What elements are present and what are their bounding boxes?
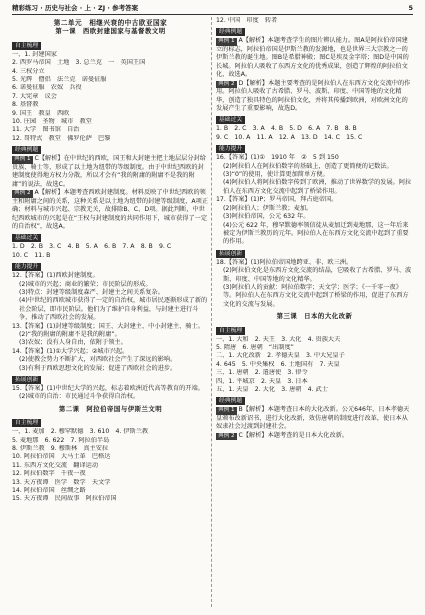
list-item: 11. 大学 图书馆 自治 (12, 126, 80, 134)
list-item: 4. 645 5. 中央集权 6. 土地国有 7. 天皇 (216, 360, 340, 368)
example-text: C【解析】在中世纪的西欧，国王和大封建主把土地层层分封给贵族、骑士等，形成了以土地为纽带的等级制度。由于中世纪西欧的封建制度使得地方权力分散，所以才会有“我的附庸的附庸不是我的附庸”的说法，故选C。 (12, 155, 206, 188)
section-label: 基础过关 (12, 234, 41, 242)
section-label: 经典例题 (216, 28, 245, 36)
list-item: 11. 东西方文化交流 翻译运动 (12, 461, 99, 469)
list-item: 12. 阿拉伯数字 千夜一夜 (12, 470, 86, 478)
list-item: 12. 哥特式 教堂 佛罗伦萨 巴黎 (12, 134, 111, 142)
section-label: 经典例题 (12, 146, 41, 154)
answer-line: 16.【答案】(1)① 1910 年 ② 5 到 150 (216, 154, 339, 162)
right-column (216, 17, 413, 611)
example-tag: 典例 2 (218, 432, 235, 439)
section-label: 经典例题 (216, 397, 245, 405)
answer-line: (3)阿拉伯人的贡献：阿拉伯数字；天文学；医学；《一千零一夜》等。阿拉伯人在东西方文化交流中起到了桥梁的作用，促进了东西方文化的交流与发展。 (223, 283, 409, 308)
answer-line: (2)城市的兴起；商业的繁荣；市民阶层的形成。 (19, 280, 152, 288)
answer-line: (3)阿拉伯帝国，公元 632 年。 (223, 213, 310, 221)
answer-line: 10. C 11. B (12, 251, 51, 259)
answer-line: 17.【答案】(1)P；罗马帝国，拜占庭帝国。 (216, 196, 338, 204)
list-item: 四、1. 平城京 2. 天皇 3. 日本 (216, 377, 308, 385)
example-tag: 典例 1 (218, 407, 235, 414)
example-answer (216, 80, 413, 114)
answer-line: 9. C 10. A 11. A 12. A 13. D 14. C 15. C (216, 133, 363, 141)
list-item: 二、1. 大化改新 2. 孝德天皇 3. 中大兄皇子 (216, 352, 345, 360)
unit-title: 第二单元 相继兴衰的中古欧亚国家 (53, 19, 168, 27)
column-divider (211, 17, 212, 607)
answer-line: (4)阿拉伯人将阿拉伯数字传到了欧洲，推动了世界数学的发展。阿拉伯人在东西方文化交流中起到了桥梁作用。 (223, 179, 412, 195)
answer-line: (4)中世纪的西欧城市获得了一定的自治权，城市居民逐渐形成了新的社会阶层，即市民阶层。他们为了维护自身利益，与封建主进行斗争，推动了西欧社会的发展。 (19, 297, 208, 322)
answer-line: 15.【答案】(1)中世纪大学的兴起，标志着欧洲近代高等教育的开端。 (12, 385, 204, 392)
list-item: 14. 阿拉伯帝国 丝绸之路 (12, 487, 86, 495)
example-answer (12, 189, 209, 231)
list-item: 5. 光辉 僧侣 法兰克 诺曼征服 (12, 76, 107, 84)
lesson-title: 第三课 日本的大化改新 (276, 312, 353, 321)
list-item: 12. 中国 印度 转者 (216, 17, 278, 24)
answer-line: (2)阿拉伯文化是东西方文化交流的结晶，它吸收了古希腊、罗马、波斯、印度、中国等地的文化精华。 (223, 267, 412, 283)
header-rule (12, 14, 413, 15)
list-item: 五、1. 天皇 2. 大化 3. 唐朝 4. 武士 (216, 386, 328, 393)
section-label: 自主梳理 (216, 327, 245, 335)
list-item: 一、1. 封建国家 (12, 50, 57, 58)
answer-line: (3)“0”的使用，使计算更加简单方便。 (223, 171, 329, 179)
answer-line: (2)阿拉伯人在阿拉伯数字的基础上，创造了更简便的记数法。 (223, 162, 393, 170)
list-item: 8. 伊斯兰教 9. 穆斯林 真主安拉 (12, 445, 109, 453)
answer-line: (3)特点：封建等级制度森严、封建主之间关系复杂。 (19, 288, 164, 296)
list-item: 2. 西罗马帝国 土地 3. 总兰克 一 英国王国 (12, 59, 146, 67)
section-label: 基础过关 (216, 116, 245, 124)
section-label: 拓展创新 (216, 250, 245, 258)
page-header (12, 4, 413, 14)
answer-line: (3)有利于西欧思想文化的发展；促进了西欧社会的进步。 (19, 364, 177, 372)
answer-line: 1. D 2. B 3. C 4. B 5. A 6. B 7. A 8. B 9. C (12, 243, 172, 251)
header-title: 精彩练习 · 历史与社会 · 上 · ZJ · 参考答案 (12, 4, 139, 12)
list-item: 6. 诺曼征服 农奴 兵役 (12, 84, 82, 92)
answer-line: 13.【答案】(1)封建等级制度；国王、大封建主、中小封建主、骑士。 (12, 322, 204, 330)
list-item: 13. 天方夜谭 医学 数学 天文学 (12, 478, 111, 486)
example-text: B【解析】本题考查日本的大化改新。公元646年，日本孝德天皇颁布改新诏书，进行大化改新，效仿唐朝的制度进行改革，使日本从奴隶社会过渡到封建社会。 (216, 406, 410, 431)
example-answer (216, 432, 413, 441)
list-item: 5. 隋唐 6. 唐朝 “出制度” (216, 343, 294, 351)
answer-line: (4)公元 622 年，穆罕默德率领信徒从麦加迁到麦地那，这一年后来被定为伊斯兰教历的元年。阿拉伯人在东西方文化交流中起到了重要的作用。 (223, 221, 409, 246)
example-answer (12, 155, 209, 189)
lesson-title: 第一课 西欧封建国家与基督教文明 (55, 27, 166, 36)
example-text: A【解析】本题考查学生的图片辨认能力。图A是阿拉伯帝国建立的标志，阿拉伯帝国是伊斯兰教的发源地，也是世界三大宗教之一的伊斯兰教的诞生地。图B是希腊神殿；图C是埃及金字塔；图D是中国的长城。阿拉伯人吸收了东西方文化的优秀成果，创造了辉煌的阿拉伯文化，故选A。 (216, 37, 409, 79)
list-item: 9. 国王 教皇 西欧 (12, 109, 70, 117)
answer-line: (3)农奴；没有人身自由，依附于领主。 (19, 339, 127, 347)
example-tag: 典例 1 (218, 38, 235, 45)
list-item: 5. 麦地那 6. 622 7. 阿拉伯半岛 (12, 436, 110, 444)
list-item: 一、1. 麦加 2. 穆罕默德 3. 610 4. 伊斯兰教 (12, 428, 149, 436)
answer-line: (2)城市的自治：市民通过斗争获得自治权。 (19, 393, 140, 401)
answer-line: (2)使教会势力不断扩大，对西欧社会产生了深远的影响。 (19, 356, 177, 364)
list-item: 15. 天方夜谭 民间故事 阿拉伯帝国 (12, 495, 117, 503)
list-item: 一、1. 大和 2. 天王 3. 大化 4. 贵族大夫 (216, 335, 341, 343)
answer-line: 12.【答案】(1)西欧封建制度。 (12, 272, 99, 280)
list-item: 10. 庄园 圣物 城市 教堂 (12, 118, 92, 126)
section-label: 拓展创新 (12, 376, 41, 384)
example-text: D【解析】本题主要考查的是阿拉伯人在东西方文化交流中的作用。阿拉伯人吸收了古希腊、罗马、波斯、印度、中国等地的文化精华，创造了独具特色的阿拉伯文化，并将其传播到欧洲，对欧洲文化的发展产生了重要影响，故选D。 (216, 79, 411, 113)
section-label: 能力提升 (12, 263, 41, 271)
left-column (12, 17, 209, 611)
example-tag: 典例 2 (218, 80, 235, 87)
list-item: 4. 三权分立 (12, 67, 45, 75)
section-label: 自主梳理 (12, 42, 41, 50)
example-answer (216, 37, 413, 79)
answer-line: 18.【答案】(1)阿拉伯帝国地跨亚、非、欧三洲。 (216, 258, 353, 266)
list-item: 10. 阿拉伯帝国 大马士革 巴格达 (12, 453, 111, 461)
answer-line: 14.【答案】(1)①大学兴起；②城市兴起。 (12, 347, 129, 355)
example-text: A【解析】本题考查西欧封建制度。材料反映了中世纪西欧的领主和附庸之间的关系，这种关系是以土地为纽带的封建等级制度，A项正确；材料与城市兴起、宗教无关，故排除B、C、D项。据此判断，中世纪西欧城市的兴起是在“王权与封建制度的共同作用下，城市获得了一定的自治权”，故选A。 (12, 189, 209, 230)
section-label: 能力提升 (216, 145, 245, 153)
example-tag: 典例 1 (14, 156, 31, 163)
page-number: 5 (408, 4, 413, 12)
list-item: 7. 大宪章 议会 (12, 92, 57, 100)
example-answer (216, 406, 413, 431)
answer-line: (2)“我的附庸的附庸不是我的附庸”。 (19, 330, 121, 338)
answer-line: 1. B 2. C 3. A 4. B 5. D 6. A 7. B 8. B (216, 125, 357, 133)
example-tag: 典例 2 (14, 190, 31, 197)
answer-line: (2)阿拉伯人；伊斯兰教；麦加。 (223, 204, 313, 212)
section-label: 自主梳理 (12, 419, 41, 427)
lesson-title: 第二课 阿拉伯帝国与伊斯兰文明 (58, 404, 163, 413)
example-text: C【解析】本题考查的是日本大化改新。 (238, 431, 349, 439)
list-item: 三、1. 唐朝 2. 遣唐使 3. 律令 (216, 369, 308, 377)
list-item: 8. 基督教 (12, 101, 39, 109)
